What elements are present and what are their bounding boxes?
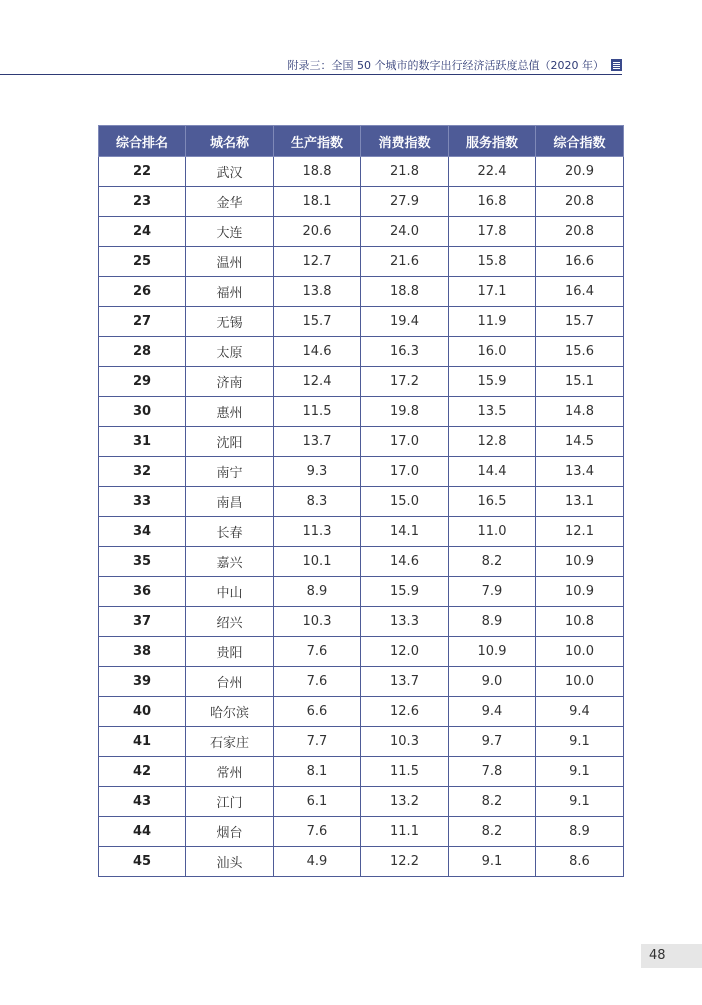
city-cell: 济南 <box>186 367 274 397</box>
table-row <box>99 307 624 337</box>
table-row <box>99 337 624 367</box>
consumption-index-cell: 11.1 <box>361 817 449 847</box>
column-header-rank: 综合排名 <box>99 126 186 157</box>
table-row <box>99 457 624 487</box>
rank-cell: 44 <box>99 817 186 847</box>
city-cell: 沈阳 <box>186 427 274 457</box>
city-cell: 绍兴 <box>186 607 274 637</box>
composite-index-cell: 14.8 <box>536 397 624 427</box>
service-index-cell: 9.7 <box>449 727 536 757</box>
composite-index-cell: 9.1 <box>536 757 624 787</box>
production-index-cell: 18.1 <box>274 187 361 217</box>
rank-cell: 41 <box>99 727 186 757</box>
composite-index-cell: 13.4 <box>536 457 624 487</box>
page-number: 48 <box>641 944 702 968</box>
table-row <box>99 367 624 397</box>
city-cell: 南昌 <box>186 487 274 517</box>
consumption-index-cell: 12.2 <box>361 847 449 877</box>
city-cell: 哈尔滨 <box>186 697 274 727</box>
consumption-index-cell: 21.6 <box>361 247 449 277</box>
service-index-cell: 16.5 <box>449 487 536 517</box>
rank-cell: 24 <box>99 217 186 247</box>
composite-index-cell: 13.1 <box>536 487 624 517</box>
rank-cell: 29 <box>99 367 186 397</box>
service-index-cell: 8.2 <box>449 547 536 577</box>
table-row <box>99 487 624 517</box>
production-index-cell: 12.7 <box>274 247 361 277</box>
composite-index-cell: 12.1 <box>536 517 624 547</box>
composite-index-cell: 10.0 <box>536 637 624 667</box>
page-header-title: 附录三：全国 50 个城市的数字出行经济活跃度总值（2020 年） <box>287 59 604 72</box>
rank-cell: 45 <box>99 847 186 877</box>
consumption-index-cell: 10.3 <box>361 727 449 757</box>
production-index-cell: 8.3 <box>274 487 361 517</box>
consumption-index-cell: 14.1 <box>361 517 449 547</box>
service-index-cell: 9.0 <box>449 667 536 697</box>
service-index-cell: 13.5 <box>449 397 536 427</box>
service-index-cell: 17.1 <box>449 277 536 307</box>
consumption-index-cell: 12.0 <box>361 637 449 667</box>
composite-index-cell: 10.0 <box>536 667 624 697</box>
table-row <box>99 277 624 307</box>
city-cell: 武汉 <box>186 157 274 187</box>
city-cell: 嘉兴 <box>186 547 274 577</box>
table-row <box>99 517 624 547</box>
table-header-row <box>99 126 624 157</box>
production-index-cell: 7.6 <box>274 637 361 667</box>
production-index-cell: 10.1 <box>274 547 361 577</box>
consumption-index-cell: 17.2 <box>361 367 449 397</box>
production-index-cell: 11.3 <box>274 517 361 547</box>
service-index-cell: 8.2 <box>449 817 536 847</box>
city-cell: 中山 <box>186 577 274 607</box>
composite-index-cell: 14.5 <box>536 427 624 457</box>
city-cell: 太原 <box>186 337 274 367</box>
composite-index-cell: 10.8 <box>536 607 624 637</box>
city-cell: 无锡 <box>186 307 274 337</box>
composite-index-cell: 15.6 <box>536 337 624 367</box>
rank-cell: 33 <box>99 487 186 517</box>
consumption-index-cell: 15.0 <box>361 487 449 517</box>
service-index-cell: 14.4 <box>449 457 536 487</box>
service-index-cell: 10.9 <box>449 637 536 667</box>
composite-index-cell: 9.4 <box>536 697 624 727</box>
composite-index-cell: 15.7 <box>536 307 624 337</box>
production-index-cell: 10.3 <box>274 607 361 637</box>
document-icon <box>611 59 622 71</box>
rank-cell: 39 <box>99 667 186 697</box>
composite-index-cell: 16.6 <box>536 247 624 277</box>
city-cell: 常州 <box>186 757 274 787</box>
composite-index-cell: 8.6 <box>536 847 624 877</box>
city-cell: 长春 <box>186 517 274 547</box>
city-cell: 汕头 <box>186 847 274 877</box>
service-index-cell: 7.8 <box>449 757 536 787</box>
production-index-cell: 4.9 <box>274 847 361 877</box>
composite-index-cell: 10.9 <box>536 547 624 577</box>
table-row <box>99 637 624 667</box>
rank-cell: 35 <box>99 547 186 577</box>
city-cell: 大连 <box>186 217 274 247</box>
city-cell: 石家庄 <box>186 727 274 757</box>
service-index-cell: 8.2 <box>449 787 536 817</box>
rank-cell: 34 <box>99 517 186 547</box>
table-row <box>99 217 624 247</box>
rank-cell: 38 <box>99 637 186 667</box>
production-index-cell: 7.6 <box>274 817 361 847</box>
rank-cell: 37 <box>99 607 186 637</box>
consumption-index-cell: 14.6 <box>361 547 449 577</box>
service-index-cell: 15.9 <box>449 367 536 397</box>
service-index-cell: 11.0 <box>449 517 536 547</box>
service-index-cell: 17.8 <box>449 217 536 247</box>
production-index-cell: 7.7 <box>274 727 361 757</box>
composite-index-cell: 9.1 <box>536 727 624 757</box>
production-index-cell: 9.3 <box>274 457 361 487</box>
consumption-index-cell: 12.6 <box>361 697 449 727</box>
table-row <box>99 847 624 877</box>
service-index-cell: 22.4 <box>449 157 536 187</box>
rank-cell: 40 <box>99 697 186 727</box>
rank-cell: 27 <box>99 307 186 337</box>
table-row <box>99 757 624 787</box>
table-row <box>99 187 624 217</box>
rank-cell: 28 <box>99 337 186 367</box>
rank-cell: 30 <box>99 397 186 427</box>
table-body <box>99 157 624 877</box>
production-index-cell: 6.6 <box>274 697 361 727</box>
table-row <box>99 697 624 727</box>
city-cell: 福州 <box>186 277 274 307</box>
service-index-cell: 16.8 <box>449 187 536 217</box>
consumption-index-cell: 27.9 <box>361 187 449 217</box>
city-ranking-table <box>98 125 624 877</box>
production-index-cell: 12.4 <box>274 367 361 397</box>
consumption-index-cell: 16.3 <box>361 337 449 367</box>
table-row <box>99 727 624 757</box>
service-index-cell: 9.1 <box>449 847 536 877</box>
rank-cell: 31 <box>99 427 186 457</box>
city-cell: 温州 <box>186 247 274 277</box>
consumption-index-cell: 15.9 <box>361 577 449 607</box>
consumption-index-cell: 19.8 <box>361 397 449 427</box>
rank-cell: 43 <box>99 787 186 817</box>
consumption-index-cell: 11.5 <box>361 757 449 787</box>
column-header-production-index: 生产指数 <box>274 126 361 157</box>
production-index-cell: 14.6 <box>274 337 361 367</box>
production-index-cell: 6.1 <box>274 787 361 817</box>
composite-index-cell: 9.1 <box>536 787 624 817</box>
production-index-cell: 8.1 <box>274 757 361 787</box>
composite-index-cell: 16.4 <box>536 277 624 307</box>
service-index-cell: 8.9 <box>449 607 536 637</box>
consumption-index-cell: 13.3 <box>361 607 449 637</box>
rank-cell: 32 <box>99 457 186 487</box>
production-index-cell: 7.6 <box>274 667 361 697</box>
service-index-cell: 15.8 <box>449 247 536 277</box>
rank-cell: 25 <box>99 247 186 277</box>
column-header-service-index: 服务指数 <box>449 126 536 157</box>
composite-index-cell: 20.8 <box>536 187 624 217</box>
rank-cell: 42 <box>99 757 186 787</box>
service-index-cell: 12.8 <box>449 427 536 457</box>
column-header-city: 城名称 <box>186 126 274 157</box>
consumption-index-cell: 19.4 <box>361 307 449 337</box>
table-row <box>99 547 624 577</box>
city-cell: 金华 <box>186 187 274 217</box>
production-index-cell: 8.9 <box>274 577 361 607</box>
header-divider <box>0 74 622 75</box>
rank-cell: 22 <box>99 157 186 187</box>
table-row <box>99 397 624 427</box>
production-index-cell: 15.7 <box>274 307 361 337</box>
consumption-index-cell: 17.0 <box>361 457 449 487</box>
service-index-cell: 16.0 <box>449 337 536 367</box>
service-index-cell: 7.9 <box>449 577 536 607</box>
production-index-cell: 20.6 <box>274 217 361 247</box>
consumption-index-cell: 18.8 <box>361 277 449 307</box>
table-row <box>99 607 624 637</box>
column-header-composite-index: 综合指数 <box>536 126 624 157</box>
city-cell: 南宁 <box>186 457 274 487</box>
composite-index-cell: 10.9 <box>536 577 624 607</box>
rank-cell: 23 <box>99 187 186 217</box>
consumption-index-cell: 17.0 <box>361 427 449 457</box>
composite-index-cell: 20.8 <box>536 217 624 247</box>
composite-index-cell: 8.9 <box>536 817 624 847</box>
rank-cell: 36 <box>99 577 186 607</box>
table-row <box>99 427 624 457</box>
production-index-cell: 18.8 <box>274 157 361 187</box>
service-index-cell: 9.4 <box>449 697 536 727</box>
service-index-cell: 11.9 <box>449 307 536 337</box>
composite-index-cell: 15.1 <box>536 367 624 397</box>
composite-index-cell: 20.9 <box>536 157 624 187</box>
production-index-cell: 13.8 <box>274 277 361 307</box>
table-row <box>99 577 624 607</box>
table-row <box>99 817 624 847</box>
production-index-cell: 13.7 <box>274 427 361 457</box>
city-cell: 台州 <box>186 667 274 697</box>
consumption-index-cell: 21.8 <box>361 157 449 187</box>
consumption-index-cell: 13.2 <box>361 787 449 817</box>
table-row <box>99 157 624 187</box>
consumption-index-cell: 24.0 <box>361 217 449 247</box>
city-cell: 惠州 <box>186 397 274 427</box>
consumption-index-cell: 13.7 <box>361 667 449 697</box>
table-row <box>99 667 624 697</box>
table-row <box>99 787 624 817</box>
production-index-cell: 11.5 <box>274 397 361 427</box>
column-header-consumption-index: 消费指数 <box>361 126 449 157</box>
table-row <box>99 247 624 277</box>
rank-cell: 26 <box>99 277 186 307</box>
city-cell: 江门 <box>186 787 274 817</box>
city-cell: 贵阳 <box>186 637 274 667</box>
city-cell: 烟台 <box>186 817 274 847</box>
